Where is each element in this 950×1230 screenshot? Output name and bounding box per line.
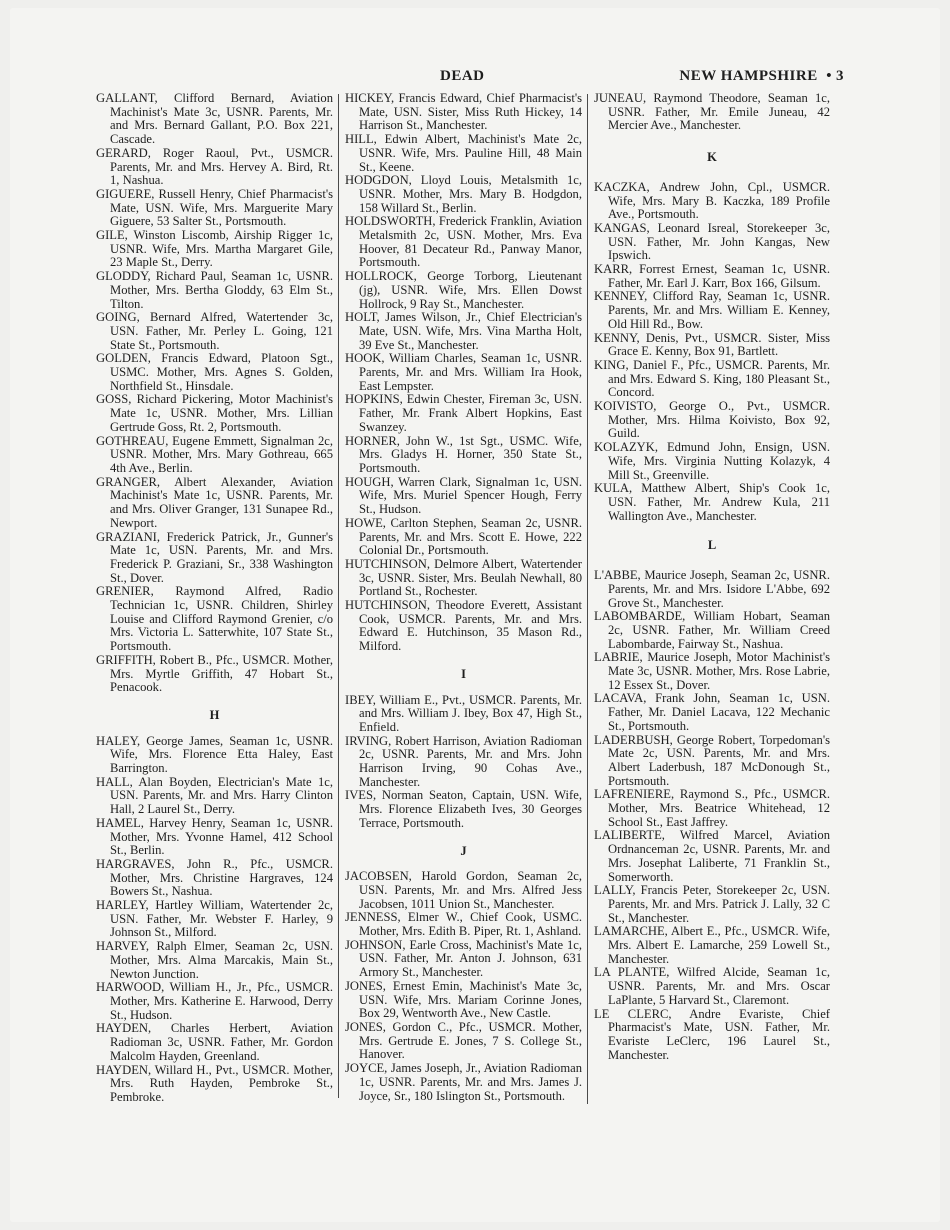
column-1 [96,92,333,1105]
casualty-entry: HOUGH, Warren Clark, Signalman 1c, USN. Wife, Mrs. Muriel Spencer Hough, Ferry St., Hudson. [345,474,582,517]
casualty-entry: GRENIER, Raymond Alfred, Radio Technician 1c, USNR. Children, Shirley Louise and Clifford Raymond Grenier, c/o Mrs. Victoria L. Satterwhite, 107 State St., Portsmouth. [96,584,333,654]
casualty-entry: HARVEY, Ralph Elmer, Seaman 2c, USN. Mother, Mrs. Alma Marcakis, Main St., Newton Junction. [96,939,333,981]
page-header [0,68,950,90]
casualty-entry: LAFRENIERE, Raymond S., Pfc., USMCR. Mother, Mrs. Beatrice Whitehead, 12 School St., East Jaffrey. [594,787,830,829]
casualty-entry: LABRIE, Maurice Joseph, Motor Machinist's Mate 3c, USNR. Mother, Mrs. Rose Labrie, 12 Essex St., Dover. [594,650,830,692]
casualty-entry: HOLLROCK, George Torborg, Lieutenant (jg), USNR. Wife, Mrs. Ellen Dowst Hollrock, 9 Ray St., Manchester. [345,269,582,311]
casualty-entry: LE CLERC, Andre Evariste, Chief Pharmacist's Mate, USN. Father, Mr. Evariste LeClerc, 196 Laurel St., Manchester. [594,1006,830,1062]
casualty-entry: HARLEY, Hartley William, Watertender 2c, USN. Father, Mr. Webster F. Harley, 9 Johnson St., Milford. [96,898,333,940]
column-divider [338,94,339,1098]
casualty-entry: HOPKINS, Edwin Chester, Fireman 3c, USN. Father, Mr. Frank Albert Hopkins, East Swanzey. [345,392,582,434]
casualty-entry: GILE, Winston Liscomb, Airship Rigger 1c, USNR. Wife, Mrs. Martha Margaret Gile, 23 Maple St., Derry. [96,228,333,270]
casualty-entry: HARWOOD, William H., Jr., Pfc., USMCR. Mother, Mrs. Katherine E. Harwood, Derry St., Hudson. [96,980,333,1022]
casualty-entry: GRANGER, Albert Alexander, Aviation Machinist's Mate 1c, USNR. Parents, Mr. and Mrs. Oliver Granger, 131 Sunapee Rd., Newport. [96,474,333,530]
casualty-entry: KENNY, Denis, Pvt., USMCR. Sister, Miss Grace E. Kenny, Box 91, Bartlett. [594,330,830,359]
casualty-entry: HALEY, George James, Seaman 1c, USNR. Wife, Mrs. Florence Etta Haley, East Barrington. [96,733,333,776]
casualty-entry: LALIBERTE, Wilfred Marcel, Aviation Ordnanceman 2c, USNR. Parents, Mr. and Mrs. Josephat Laliberte, 71 Franklin St., Somerworth. [594,828,830,884]
casualty-entry: LABOMBARDE, William Hobart, Seaman 2c, USNR. Father, Mr. William Creed Labombarde, Fairway St., Nashua. [594,609,830,651]
casualty-entry: JOHNSON, Earle Cross, Machinist's Mate 1c, USN. Father, Mr. Anton J. Johnson, 631 Armory St., Manchester. [345,937,582,980]
casualty-entry: HUTCHINSON, Delmore Albert, Watertender 3c, USNR. Sister, Mrs. Beulah Newhall, 80 Portland St., Rochester. [345,556,582,599]
column-2 [345,92,582,1103]
page-number: 3 [836,68,844,84]
casualty-entry: KENNEY, Clifford Ray, Seaman 1c, USNR. Parents, Mr. and Mrs. William E. Kenney, Old Hill Rd., Bow. [594,289,830,331]
casualty-entry: JUNEAU, Raymond Theodore, Seaman 1c, USNR. Father, Mr. Emile Juneau, 42 Mercier Ave., Manchester. [594,91,830,133]
casualty-entry: HAYDEN, Charles Herbert, Aviation Radioman 3c, USNR. Father, Mr. Gordon Malcolm Hayden, Greenland. [96,1021,333,1063]
casualty-entry: LALLY, Francis Peter, Storekeeper 2c, USN. Parents, Mr. and Mrs. Patrick J. Lally, 32 C St., Manchester. [594,883,830,925]
casualty-entry: KARR, Forrest Ernest, Seaman 1c, USNR. Father, Mr. Earl J. Karr, Box 166, Gilsum. [594,262,830,290]
casualty-entry: HALL, Alan Boyden, Electrician's Mate 1c, USN. Parents, Mr. and Mrs. Harry Clinton Hall, 2 Laurel St., Derry. [96,774,333,817]
casualty-entry: KOIVISTO, George O., Pvt., USMCR. Mother, Mrs. Hilma Koivisto, Box 92, Guild. [594,399,830,441]
section-heading-k: K [707,150,717,165]
casualty-entry: KANGAS, Leonard Isreal, Storekeeper 3c, USN. Father, Mr. John Kangas, New Ipswich. [594,220,830,263]
casualty-entry: HILL, Edwin Albert, Machinist's Mate 2c, USNR. Wife, Mrs. Pauline Hill, 48 Main St., Keene. [345,132,582,174]
casualty-entry: IVES, Norman Seaton, Captain, USN. Wife, Mrs. Florence Elizabeth Ives, 30 Georges Terrace, Portsmouth. [345,788,582,830]
casualty-entry: GOING, Bernard Alfred, Watertender 3c, USN. Father, Mr. Perley L. Going, 121 State St., Portsmouth. [96,310,333,352]
casualty-entry: GIGUERE, Russell Henry, Chief Pharmacist's Mate, USN. Wife, Mrs. Marguerite Mary Giguere, 53 Salter St., Portsmouth. [96,186,333,229]
casualty-entry: KULA, Matthew Albert, Ship's Cook 1c, USN. Father, Mr. Andrew Kula, 211 Wallington Ave., Manchester. [594,481,830,523]
casualty-entry: GOSS, Richard Pickering, Motor Machinist's Mate 1c, USNR. Mother, Mrs. Lillian Gertrude Goss, Rt. 2, Portsmouth. [96,392,333,434]
casualty-entry: IRVING, Robert Harrison, Aviation Radioman 2c, USNR. Parents, Mr. and Mrs. John Harrison Irving, 90 Cohas Ave., Manchester. [345,733,582,789]
section-heading-l: L [707,538,717,553]
header-bullet: • [826,68,832,84]
casualty-entry: HOLDSWORTH, Frederick Franklin, Aviation Metalsmith 2c, USN. Mother, Mrs. Eva Hoover, 81 Decateur Rd., Panway Manor, Portsmouth. [345,214,582,270]
casualty-entry: HARGRAVES, John R., Pfc., USMCR. Mother, Mrs. Christine Hargraves, 124 Bowers St., Nashua. [96,856,333,899]
casualty-entry: GERARD, Roger Raoul, Pvt., USMCR. Parents, Mr. and Mrs. Hervey A. Bird, Rt. 1, Nashua. [96,145,333,188]
column-divider [587,94,588,1104]
casualty-entry: HODGDON, Lloyd Louis, Metalsmith 1c, USNR. Mother, Mrs. Mary B. Hodgdon, 158 Willard St., Berlin. [345,173,582,215]
casualty-entry: KACZKA, Andrew John, Cpl., USMCR. Wife, Mrs. Mary B. Kaczka, 189 Profile Ave., Portsmouth. [594,179,830,222]
casualty-entry: LACAVA, Frank John, Seaman 1c, USN. Father, Mr. Daniel Lacava, 122 Mechanic St., Portsmouth. [594,691,830,733]
casualty-entry: HUTCHINSON, Theodore Everett, Assistant Cook, USMCR. Parents, Mr. and Mrs. Edward E. Hutchinson, 35 Mason Rd., Milford. [345,598,582,654]
casualty-entry: GLODDY, Richard Paul, Seaman 1c, USNR. Mother, Mrs. Bertha Gloddy, 63 Elm St., Tilton. [96,269,333,311]
column-3 [594,92,830,1062]
casualty-entry: GRAZIANI, Frederick Patrick, Jr., Gunner's Mate 1c, USN. Parents, Mr. and Mrs. Frederick P. Graziani, Sr., 338 Washington St., Dover. [96,529,333,585]
casualty-entry: LADERBUSH, George Robert, Torpedoman's Mate 2c, USN. Parents, Mr. and Mrs. Albert Laderbush, 187 McDonough St., Portsmouth. [594,732,830,788]
header-state: NEW HAMPSHIRE • [679,68,832,84]
casualty-entry: JENNESS, Elmer W., Chief Cook, USMC. Mother, Mrs. Edith B. Piper, Rt. 1, Ashland. [345,910,582,939]
casualty-entry: LAMARCHE, Albert E., Pfc., USMCR. Wife, Mrs. Albert E. Lamarche, 259 Lowell St., Manchester. [594,924,830,966]
casualty-entry: HOOK, William Charles, Seaman 1c, USNR. Parents, Mr. and Mrs. William Ira Hook, East Lempster. [345,351,582,393]
header-title: DEAD [440,68,485,84]
casualty-entry: JOYCE, James Joseph, Jr., Aviation Radioman 1c, USNR. Parents, Mr. and Mrs. James J. Joyce, Sr., 180 Islington St., Portsmouth. [345,1061,582,1103]
casualty-entry: HAMEL, Harvey Henry, Seaman 1c, USNR. Mother, Mrs. Yvonne Hamel, 412 School St., Berlin. [96,815,333,858]
casualty-entry: GRIFFITH, Robert B., Pfc., USMCR. Mother, Mrs. Myrtle Griffith, 47 Hobart St., Penacook. [96,652,333,695]
section-heading-j: J [460,843,467,858]
casualty-entry: HOWE, Carlton Stephen, Seaman 2c, USNR. Parents, Mr. and Mrs. Scott E. Howe, 222 Colonial Dr., Portsmouth. [345,515,582,558]
casualty-entry: GOTHREAU, Eugene Emmett, Signalman 2c, USNR. Mother, Mrs. Mary Gothreau, 665 4th Ave., Berlin. [96,433,333,475]
casualty-entry: HAYDEN, Willard H., Pvt., USMCR. Mother, Mrs. Ruth Hayden, Pembroke St., Pembroke. [96,1062,333,1104]
casualty-entry: L'ABBE, Maurice Joseph, Seaman 2c, USNR. Parents, Mr. and Mrs. Isidore L'Abbe, 692 Grove St., Manchester. [594,568,830,610]
casualty-entry: IBEY, William E., Pvt., USMCR. Parents, Mr. and Mrs. William J. Ibey, Box 47, High St., Enfield. [345,692,582,734]
casualty-entry: JONES, Gordon C., Pfc., USMCR. Mother, Mrs. Gertrude E. Jones, 7 S. College St., Hanover. [345,1020,582,1062]
casualty-entry: HORNER, John W., 1st Sgt., USMC. Wife, Mrs. Gladys H. Horner, 350 State St., Portsmouth. [345,433,582,475]
casualty-entry: KING, Daniel F., Pfc., USMCR. Parents, Mr. and Mrs. Edward S. King, 180 Pleasant St., Concord. [594,357,830,400]
casualty-entry: GALLANT, Clifford Bernard, Aviation Machinist's Mate 3c, USNR. Parents, Mr. and Mrs. Bernard Gallant, P.O. Box 221, Cascade. [96,91,333,147]
casualty-entry: JACOBSEN, Harold Gordon, Seaman 2c, USN. Parents, Mr. and Mrs. Alfred Jess Jacobsen, 1011 Union St., Manchester. [345,869,582,911]
casualty-entry: JONES, Ernest Emin, Machinist's Mate 3c, USN. Wife, Mrs. Mariam Corinne Jones, Box 29, Wentworth Ave., New Castle. [345,978,582,1021]
casualty-entry: LA PLANTE, Wilfred Alcide, Seaman 1c, USNR. Parents, Mr. and Mrs. Oscar LaPlante, 5 Harvard St., Claremont. [594,965,830,1007]
casualty-entry: HICKEY, Francis Edward, Chief Pharmacist's Mate, USN. Sister, Miss Ruth Hickey, 14 Harrison St., Manchester. [345,91,582,133]
casualty-entry: HOLT, James Wilson, Jr., Chief Electrician's Mate, USN. Wife, Mrs. Vina Martha Holt, 39 Eve St., Manchester. [345,310,582,352]
casualty-entry: GOLDEN, Francis Edward, Platoon Sgt., USMC. Mother, Mrs. Agnes S. Golden, Northfield St., Hinsdale. [96,351,333,393]
casualty-entry: KOLAZYK, Edmund John, Ensign, USN. Wife, Mrs. Virginia Nutting Kolazyk, 4 Mill St., Greenville. [594,440,830,482]
section-heading-h: H [209,707,220,722]
section-heading-i: I [461,666,466,681]
